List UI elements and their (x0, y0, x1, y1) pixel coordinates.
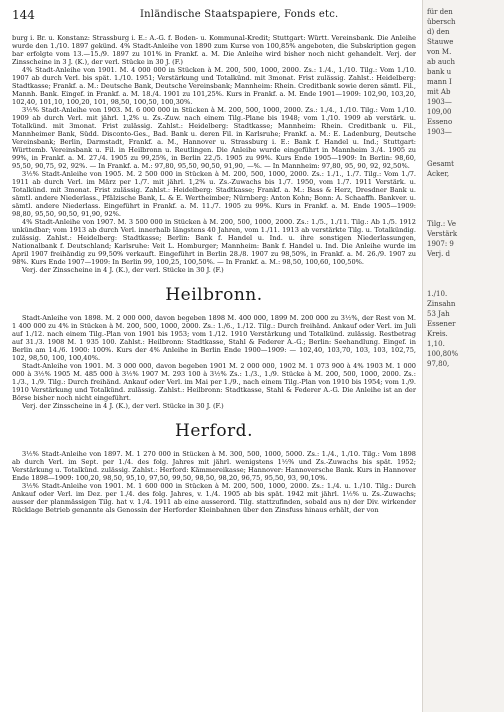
side-fragment: Acker, (427, 170, 450, 178)
side-fragment: Verj. d (427, 250, 451, 258)
side-fragment: bank u (427, 68, 452, 76)
side-fragment: 1903— (427, 128, 452, 136)
section-title-heilbronn: Heilbronn. (165, 285, 263, 305)
book-page (6, 0, 418, 712)
side-fragment: 97,80, (427, 360, 450, 368)
paragraph: 3½% Stadt-Anleihe von 1897. M. 1 270 000 in Stücken à M. 300, 500, 1000, 5000. Zs.: 1./4., 1./10. Tilg.: Vom 1898 ab durch Verl. im Sept. per 1./4. des folg. Jahres mit jährl. wenigstens 1½% und Zs.-Zuwachs bis spät. 1952; Verstärkung u. Totalkünd. zulässig. Zahlst.: Herford: Kämmereikasse; Hannover: Hannoversche Bank. Kurs in Hannover Ende 1898—1909: 100,20, 98,50, 95,10, 97,50, 99,50, 98,50, 98,20, 96,75, 95,50, 93, 90,10%. (12, 450, 416, 482)
paragraph: Verj. der Zinsscheine in 4 J. (K.), der verl. Stücke in 30 J. (F.) (22, 402, 224, 410)
side-fragment: 1907: 9 (427, 240, 454, 248)
paragraph: Stadt-Anleihe von 1898. M. 2 000 000, davon begeben 1898 M. 400 000, 1899 M. 200 000 zu 3½%, der Rest von M. 1 400 000 zu 4% in Stücken à M. 200, 500, 1000, 2000. Zs.: 1./6., 1./12. Tilg.: Durch freihänd. Ankauf oder Verl. im Juli auf 1./12. nach einem Tilg.-Plan von 1901 bis 1953; vom 1./12. 1910 Verstärkung und Totalkünd. zulässig. Restbetrag auf 31./3. 1908 M. 1 935 100. Zahlst.: Heilbronn: Stadtkasse, Stahl & Federer A.-G.; Berlin: Seehandlung. Eingef. in Berlin am 14./6. 1900: 100%. Kurs der 4% Anleihe in Berlin Ende 1900—1909: — 102,40, 103,70, 103, 103, 102,75, 102, 98,50, 100, 100,40%. (12, 314, 416, 362)
facing-page-edge (422, 0, 504, 712)
page-header (12, 8, 416, 22)
side-fragment: Verstärk (427, 230, 458, 238)
side-fragment: 100,80% (427, 350, 459, 358)
side-fragment: 1./10. (427, 290, 448, 298)
page-number: 144 (12, 8, 35, 22)
side-fragment: 109,00 (427, 108, 452, 116)
side-fragment: mit Ab (427, 88, 451, 96)
side-fragment: 1903— (427, 98, 452, 106)
side-fragment: ab auch (427, 58, 455, 66)
side-fragment: d) den (427, 28, 450, 36)
paragraph: 4% Stadt-Anleihe von 1907. M. 3 500 000 in Stücken à M. 200, 500, 1000, 2000. Zs.: 1./5., 1./11. Tilg.: Ab 1./5. 1912 unkündbar; vom 1913 ab durch Verl. innerhalb längstens 40 Jahren, vom 1./11. 1913 ab verstärkte Tilg. u. Totalkündig. zulässig. Zahlst.: Heidelberg: Stadtkasse; Berlin: Bank f. Handel u. Ind. u. ihre sonstigen Niederlassungen, Nationalbank f. Deutschland; Karlsruhe: Veit L. Homburger; Mannheim: Bank f. Handel u. Ind. Die Anleihe wurde im April 1907 freihändig zu 99,50% verkauft. Eingeführt in Berlin 28./8. 1907 zu 98,50%, in Frankf. a. M. 26./9. 1907 zu 98%. Kurs Ende 1907—1909: In Berlin 99, 100,25, 100,50%. — In Frankf. a. M.: 98,50, 100,60, 100,50%. (12, 218, 416, 266)
side-fragment: übersch (427, 18, 456, 26)
paragraph: 3½% Stadt-Anleihe von 1903. M. 6 000 000 in Stücken à M. 200, 500, 1000, 2000. Zs.: 1./4., 1./10. Tilg.: Vom 1./10. 1909 ab durch Verl. mit jährl. 1,2% u. Zs.-Zuw. nach einem Tilg.-Plane bis 1948; vom 1./10. 1909 ab verstärk. u. Totalkünd. mit 3monat. Frist zulässig. Zahlst.: Heidelberg: Stadtkasse; Mannheim: Rhein. Creditbank u. Fil., Mannheimer Bank, Südd. Disconto-Ges., Bad. Bank u. deren Fil. in Karlsruhe; Frankf. a. M.: E. Ladenburg, Deutsche Vereinsbank; Berlin, Darmstadt, Frankf. a. M., Hannover u. Strassburg i. E.: Bank f. Handel u. Ind.; Stuttgart: Württemb. Vereinsbank u. Fil. in Heilbronn u. Reutlingen. Die Anleihe wurde eingeführt in Mannheim 3./4. 1905 zu 99%, in Frankf. a. M. 27./4. 1905 zu 99,25%, in Berlin 22./5. 1905 zu 99%. Kurs Ende 1905—1909: In Berlin: 98,60, 95,50, 90,75, 92, 92%. — In Frankf. a. M.: 97,80, 95,50, 90,50, 91,90, —%. — In Mannheim: 97,80, 95, 90, 92, 92,50%. (12, 106, 416, 170)
side-fragment: von M. (427, 48, 452, 56)
paragraph: Stadt-Anleihe von 1901. M. 3 000 000, davon begeben 1901 M. 2 000 000, 1902 M. 1 073 900 à 4% 1903 M. 1 000 000 à 3½% 1905 M. 485 000 à 3½% 1907 M. 293 100 à 3½% Zs.: 1./3., 1./9. Stücke à M. 200, 500, 1000, 2000. Zs.: 1./3., 1./9. Tilg.: Durch freihänd. Ankauf oder Verl. im Mai per 1./9., nach einem Tilg.-Plan von 1910 bis 1954; vom 1./9. 1910 Verstärkung und Totalkünd. zulässig. Zahlst.: Heilbronn: Stadtkasse, Stahl & Federer A.-G. Die Anleihe ist an der Börse bisher noch nicht eingeführt. (12, 362, 416, 402)
side-fragment: 53 Jah (427, 310, 450, 318)
paragraph: burg i. Br. u. Konstanz: Strassburg i. E.: A.-G. f. Boden- u. Kommunal-Kredit; Stuttgart: Württ. Vereinsbank. Die Anleihe wurde den 1./10. 1897 gekünd. 4% Stadt-Anleihe von 1890 zum Kurse von 100,85% angeboten, die Subskription gegen bar erfolgte vom 13.—15./9. 1897 zu 101% in Frankf. a. M. Die Anleihe wird bisher noch nicht gehandelt. Verj. der Zinsscheine in 3 J. (K.), der verl. Stücke in 30 J. (F.) (12, 34, 416, 66)
side-fragment: Gesamt (427, 160, 454, 168)
side-fragment: Zinsahn (427, 300, 456, 308)
text-column (12, 34, 416, 514)
side-fragment: Tilg.: Ve (427, 220, 456, 228)
section-title-herford: Herford. (175, 421, 253, 441)
side-fragment: mann I (427, 78, 452, 86)
running-title: Inländische Staatspapiere, Fonds etc. (140, 9, 339, 20)
side-fragment: 1,10. (427, 340, 445, 348)
side-fragment: Essener (427, 320, 456, 328)
paragraph: 4% Stadt-Anleihe von 1901. M. 4 000 000 in Stücken à M. 200, 500, 1000, 2000. Zs.: 1./4., 1./10. Tilg.: Vom 1./10. 1907 ab durch Verl. bis spät. 1./10. 1951; Verstärkung und Totalkünd. mit 3monat. Frist zulässig. Zahlst.: Heidelberg: Stadtkasse; Frankf. a. M.: Deutsche Bank, Deutsche Vereinsbank; Mannheim: Rhein. Creditbank sowie deren sämtl. Fil., Mannh. Bank. Eingef. in Frankf. a. M. 18./4. 1901 zu 101,25%. Kurs in Frankf. a. M. Ende 1901—1909: 102,90, 103,20, 102,40, 101,10, 100,20, 101, 98,50, 100,50, 100,30%. (12, 66, 416, 106)
paragraph: 3½% Stadt-Anleihe von 1905. M. 2 500 000 in Stücken à M. 200, 500, 1000, 2000. Zs.: 1./1., 1./7. Tilg.: Vom 1./7. 1911 ab durch Verl. im März per 1./7. mit jährl. 1,2% u. Zs.-Zuwachs bis 1./7. 1950, vom 1./7. 1911 Verstärk. u. Totalkünd. mit 3monat. Frist zulässig. Zahlst.: Heidelberg: Stadtkasse; Frankf. a. M.: Bass & Herz, Dresdner Bank u. sämtl. andere Niederlass., Pfälzische Bank, L. & E. Wertheimber; Nürnberg: Anton Kohn; Bonn: A. Schaaffh. Bankver. u. sämtl. andere Niederlass. Eingeführt in Frankf. a. M. 11./7. 1905 zu 99%. Kurs in Frankf. a. M. Ende 1905—1909: 98,80, 95,50, 90,50, 91,90, 92%. (12, 170, 416, 218)
paragraph: Verj. der Zinsscheine in 4 J. (K.), der verl. Stücke in 30 J. (F.) (22, 266, 224, 274)
side-fragment: Stauwe (427, 38, 454, 46)
side-fragment: Kreis. (427, 330, 448, 338)
paragraph: 3½% Stadt-Anleihe von 1901. M. 1 600 000 in Stücken à M. 200, 500, 1000, 2000. Zs.: 1./4. u. 1./10. Tilg.: Durch Ankauf oder Verl. im Dez. per 1./4. des folg. Jahres, v. 1./4. 1905 ab bis spät. 1942 mit jährl. 1½% u. Zs.-Zuwachs; ausser der planmässigen Tilg. hat v. 1./4. 1911 ab eine ausserord. Tilg. stattzufinden, sobald aus n) der Div. wirkender Rücklage Betrieb genannte als Genossin der Herforder Kleinbahnen über den Zinsfuss hinaus erhält, der von (12, 482, 416, 514)
side-fragment: für den (427, 8, 453, 16)
side-fragment: Esseno (427, 118, 453, 126)
